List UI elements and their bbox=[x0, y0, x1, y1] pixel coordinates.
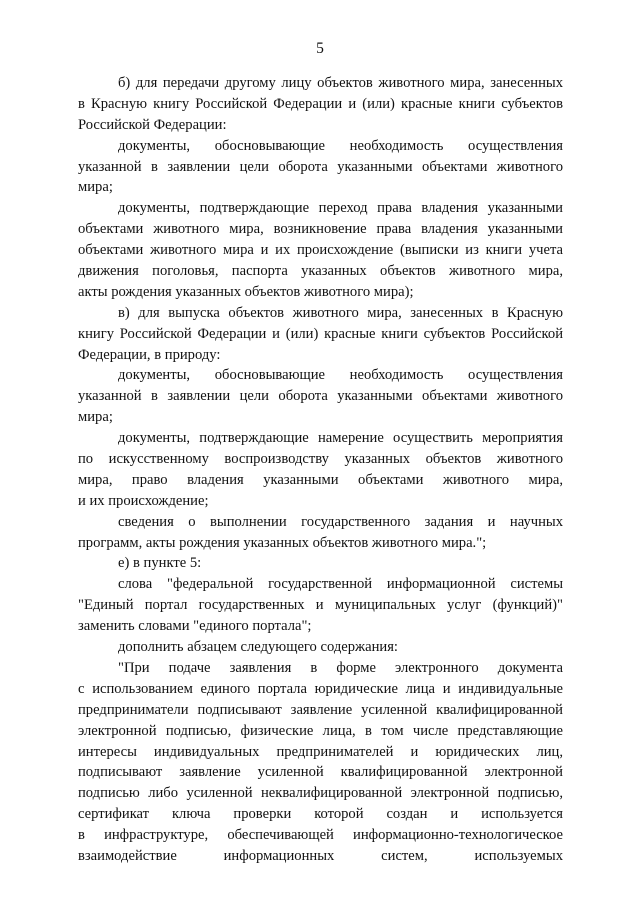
text-line: в инфраструктуре, обеспечивающей информационно-технологическое bbox=[78, 827, 563, 844]
document-body bbox=[78, 73, 563, 867]
text-line: Российской Федерации: bbox=[78, 116, 227, 133]
text-line: дополнить абзацем следующего содержания: bbox=[118, 639, 398, 656]
text-line: в Красную книгу Российской Федерации и (или) красные книги субъектов bbox=[78, 95, 563, 112]
text-line: с использованием единого портала юридические лица и индивидуальные bbox=[78, 680, 563, 697]
text-line: электронной подписью, физические лица, в том числе представляющие bbox=[78, 722, 563, 739]
text-line: заменить словами "единого портала"; bbox=[78, 618, 312, 635]
text-line: и их происхождение; bbox=[78, 492, 209, 509]
text-line: "При подаче заявления в форме электронного документа bbox=[118, 659, 563, 676]
text-line: интересы индивидуальных предпринимателей и юридических лиц, bbox=[78, 743, 563, 760]
text-line: взаимодействие информационных систем, используемых bbox=[78, 847, 563, 864]
text-line: мира; bbox=[78, 179, 113, 196]
text-line: Федерации, в природу: bbox=[78, 346, 221, 363]
text-line: в) для выпуска объектов животного мира, занесенных в Красную bbox=[118, 304, 563, 321]
text-line: объектами животного мира и их происхождение (выписки из книги учета bbox=[78, 242, 563, 259]
text-line: акты рождения указанных объектов животного мира); bbox=[78, 283, 414, 300]
page-number: 5 bbox=[316, 40, 324, 57]
text-line: е) в пункте 5: bbox=[118, 555, 202, 572]
text-line: мира; bbox=[78, 409, 113, 426]
text-line: б) для передачи другому лицу объектов животного мира, занесенных bbox=[118, 75, 563, 91]
text-line: документы, обосновывающие необходимость осуществления bbox=[118, 367, 563, 384]
text-line: движения поголовья, паспорта указанных объектов животного мира, bbox=[78, 263, 563, 280]
text-line: предприниматели подписывают заявление усиленной квалифицированной bbox=[78, 701, 563, 718]
text-line: объектами животного мира, возникновение права владения указанными bbox=[78, 221, 563, 238]
text-line: документы, подтверждающие намерение осуществить мероприятия bbox=[118, 430, 563, 447]
text-line: сертификат ключа проверки которой создан и используется bbox=[78, 806, 563, 823]
text-line: указанной в заявлении цели оборота указанными объектами животного bbox=[78, 388, 563, 405]
text-line: по искусственному воспроизводству указанных объектов животного bbox=[78, 451, 563, 468]
text-line: документы, обосновывающие необходимость осуществления bbox=[118, 137, 563, 154]
text-line: мира, право владения указанными объектами животного мира, bbox=[78, 471, 563, 488]
text-line: книгу Российской Федерации и (или) красные книги субъектов Российской bbox=[78, 325, 563, 342]
text-line: сведения о выполнении государственного задания и научных bbox=[118, 513, 563, 530]
text-line: "Единый портал государственных и муниципальных услуг (функций)" bbox=[78, 597, 563, 614]
text-line: слова "федеральной государственной информационной системы bbox=[118, 576, 563, 593]
text-line: подписывают заявление усиленной квалифицированной электронной bbox=[78, 764, 563, 781]
text-line: документы, подтверждающие переход права владения указанными bbox=[118, 200, 563, 217]
text-line: программ, акты рождения указанных объектов животного мира."; bbox=[78, 534, 487, 551]
text-line: подписью либо усиленной неквалифицированной электронной подписью, bbox=[78, 785, 563, 802]
text-line: указанной в заявлении цели оборота указанными объектами животного bbox=[78, 158, 563, 175]
